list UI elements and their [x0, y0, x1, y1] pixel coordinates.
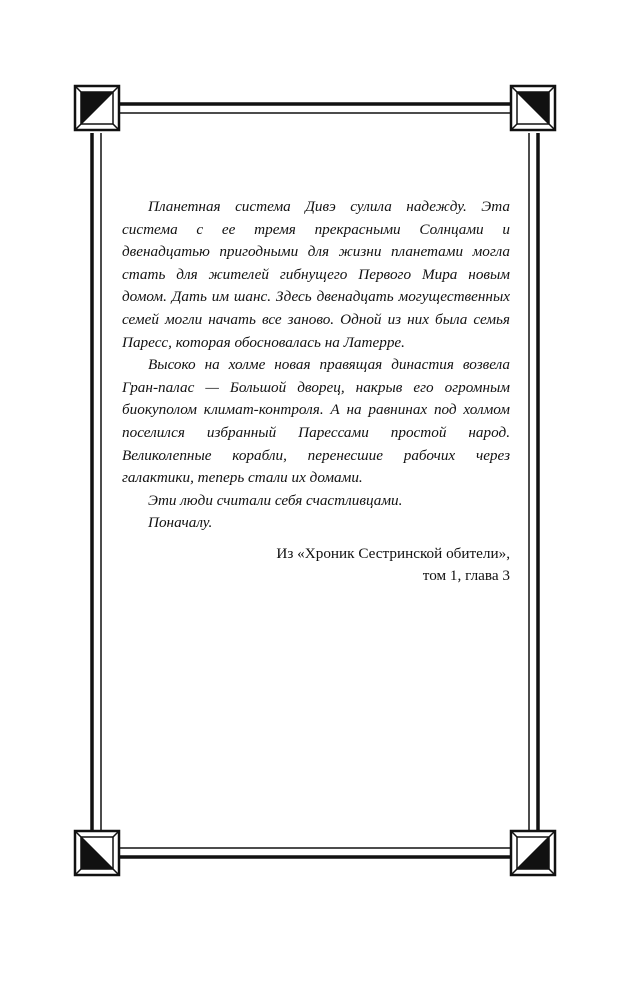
epigraph [122, 196, 510, 587]
corner-ornament-top-right [511, 86, 555, 130]
epigraph-paragraph-2: Высоко на холме новая правящая династия возвела Гран-палас — Большой дворец, накрыв его огромным биокуполом климат-контроля. А на равнинах под холмом поселился избранный Парессами простой народ. Великолепные корабли, перенесшие рабочих через галактики, теперь стали их домами. [122, 356, 510, 487]
corner-ornament-bottom-right [511, 831, 555, 875]
corner-ornament-top-left [75, 86, 119, 130]
epigraph-paragraph-3: Эти люди считали себя счастливцами. [148, 491, 403, 509]
attribution-volume: том 1, глава 3 [422, 566, 510, 584]
epigraph-paragraph-1: Планетная система Дивэ сулила надежду. Эта система с ее тремя прекрасными Солнцами и двенадцатью пригодными для жизни планетами могла стать для жителей гибнущего Первого Мира новым домом. Дать им шанс. Здесь двенадцать могущественных семей могли начать все заново. Одной из них была семья Паресс, которая обосновалась на Латерре. [122, 198, 510, 351]
attribution-source: Из «Хроник Сестринской обители», [276, 544, 510, 562]
epigraph-attribution [122, 543, 510, 587]
epigraph-paragraph-4: Поначалу. [148, 514, 213, 532]
corner-ornament-bottom-left [75, 831, 119, 875]
